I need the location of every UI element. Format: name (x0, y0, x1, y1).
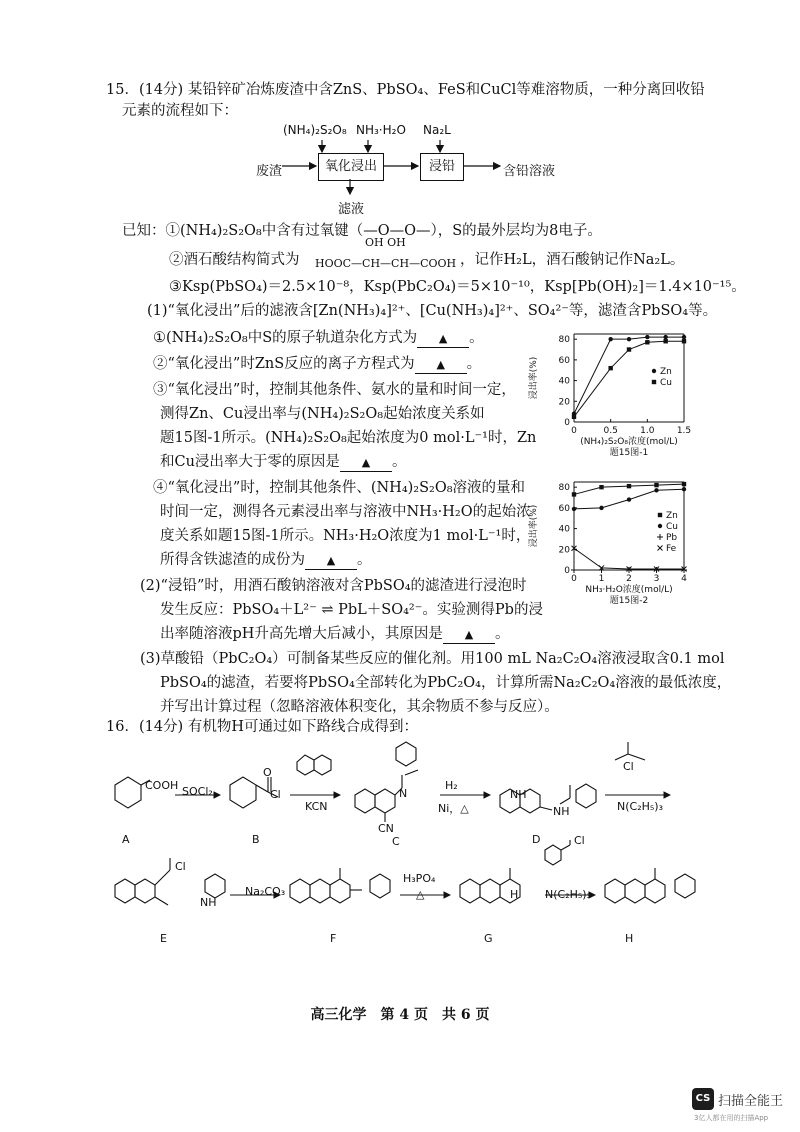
known-2-chain: HOOC—CH—CH—COOH (315, 257, 457, 270)
label-c: C (392, 835, 400, 848)
y-axis-label: 浸出率(%) (529, 504, 539, 548)
series-Pb (571, 567, 687, 573)
part3-line2: PbSO₄的滤渣，若要将PbSO₄全部转化为PbC₂O₄，计算所需Na₂C₂O₄溶液的最低浓度， (160, 675, 732, 691)
y-tick-label: 60 (558, 503, 570, 514)
point-Zn (627, 484, 631, 488)
x-tick-label: 0.5 (603, 426, 618, 436)
legend-marker-Zn (652, 369, 656, 373)
known-1: 已知：①(NH₄)₂S₂O₈中含有过氧键（—O—O—），S的最外层均为8电子。 (122, 223, 602, 239)
watermark-title: 扫描全能王 (718, 1094, 784, 1109)
answer-blank-5: ▲ (443, 627, 495, 644)
y-tick-label: 20 (558, 397, 570, 408)
reagent-na2co3: Na₂CO₃ (245, 885, 286, 898)
known-2-pre: ②酒石酸结构简式为 (169, 252, 300, 268)
label-g: G (484, 932, 493, 945)
point-Pb (626, 567, 632, 573)
part1-q3-line3: 题15图-1所示。(NH₄)₂S₂O₈起始浓度为0 mol·L⁻¹时，Zn (160, 430, 537, 446)
camscanner-logo-icon: CS (692, 1088, 714, 1110)
point-Zn (682, 335, 686, 339)
x-tick-label: 1.5 (676, 426, 692, 436)
y-tick-label: 20 (558, 545, 570, 556)
flow-output-lead-solution: 含铅溶液 (503, 164, 556, 179)
struct-e-cl: Cl (175, 860, 186, 873)
struct-d-nh: NH (510, 788, 527, 801)
point-Cu (682, 487, 686, 491)
point-Cu (599, 506, 603, 510)
y-tick-label: 80 (558, 335, 570, 346)
known-3: ③Ksp(PbSO₄)＝2.5×10⁻⁸，Ksp(PbC₂O₄)＝5×10⁻¹⁰，Ksp[Pb(OH)₂]＝1.4×10⁻¹⁵。 (169, 279, 746, 295)
legend-label-Zn: Zn (660, 367, 672, 377)
series-Zn (572, 482, 686, 497)
label-e: E (160, 932, 167, 945)
point-Zn (645, 335, 649, 339)
label-f: F (330, 932, 337, 945)
label-h: H (625, 932, 634, 945)
reagent-net3-2: N(C₂H₅)₃ (545, 888, 591, 901)
flow-reagent-persulfate: (NH₄)₂S₂O₈ (283, 123, 347, 137)
point-Cu (645, 340, 649, 344)
q15-intro-line2: 元素的流程如下： (122, 103, 238, 119)
legend-label-Fe: Fe (666, 544, 677, 554)
reagent-h3po4: H₃PO₄ (403, 872, 436, 885)
x-tick-label: 1.0 (640, 426, 655, 436)
point-Cu (663, 339, 667, 343)
part1-q3-line1: ③“氧化浸出”时，控制其他条件、氨水的量和时间一定， (153, 382, 516, 398)
chart-fig15-1 (528, 326, 700, 464)
legend-marker-Cu (658, 524, 662, 528)
chart-caption: 题15图-2 (609, 596, 649, 606)
struct-e-nh: NH (200, 896, 217, 909)
x-axis-label: (NH₄)₂S₂O₈浓度(mol/L) (580, 437, 678, 447)
known-2-oh: OH OH (365, 236, 406, 249)
page-footer: 高三化学 第 4 页 共 6 页 (310, 1007, 490, 1023)
label-b: B (252, 833, 260, 846)
answer-blank-2: ▲ (415, 357, 467, 374)
watermark-subtitle: 3亿人都在用的扫描App (694, 1114, 769, 1122)
point-Pb (681, 567, 687, 573)
point-Pb (571, 567, 577, 573)
x-tick-label: 2 (626, 574, 632, 584)
legend-label-Pb: Pb (666, 533, 678, 543)
q16-intro: 16．(14分) 有机物H可通过如下路线合成得到： (106, 719, 418, 735)
point-Cu (572, 507, 576, 511)
known-2-post: ，记作H₂L，酒石酸钠记作Na₂L。 (460, 252, 685, 268)
legend-marker-Cu (652, 380, 656, 384)
struct-c-n: N (399, 787, 408, 800)
struct-b-o: O (263, 766, 272, 779)
part1-q4-line3: 度关系如题15图-1所示。NH₃·H₂O浓度为1 mol·L⁻¹时， (160, 528, 531, 544)
x-tick-label: 4 (681, 574, 687, 584)
part3-line3: 并写出计算过程（忽略溶液体积变化，其余物质不参与反应）。 (160, 699, 559, 715)
part1-q4-line2: 时间一定，测得各元素浸出率与溶液中NH₃·H₂O的起始浓 (160, 504, 531, 520)
reagent-ni: Ni，△ (438, 802, 469, 815)
y-tick-label: 80 (558, 483, 570, 494)
part1-q3-line4: 和Cu浸出率大于零的原因是 ▲ 。 (160, 454, 407, 470)
legend-label-Zn: Zn (666, 511, 678, 521)
flow-reagent-ammonia: NH₃·H₂O (356, 123, 406, 137)
flow-reagent-na2l: Na₂L (423, 123, 451, 137)
point-Cu (627, 347, 631, 351)
part2-line2: 发生反应：PbSO₄＋L²⁻ ⇌ PbL＋SO₄²⁻。实验测得Pb的浸 (160, 602, 543, 618)
x-tick-label: 3 (653, 574, 660, 584)
part1-q4-line4: 所得含铁滤渣的成份为 ▲ 。 (160, 552, 372, 568)
reagent-delta: △ (416, 888, 425, 901)
x-tick-label: 0 (571, 426, 577, 436)
point-Cu (627, 497, 631, 501)
reagent-net3: N(C₂H₅)₃ (617, 800, 663, 813)
y-tick-label: 0 (564, 418, 570, 428)
point-Cu (608, 366, 612, 370)
part3-line1: (3)草酸铅（PbC₂O₄）可制备某些反应的催化剂。用100 mL Na₂C₂O₄溶液浸取含0.1 mol (140, 651, 725, 667)
struct-reagent-cl-2: Cl (574, 834, 585, 847)
y-tick-label: 40 (558, 524, 570, 535)
label-a: A (122, 833, 130, 846)
label-d: D (532, 833, 541, 846)
x-tick-label: 0 (571, 574, 577, 584)
chart-caption: 题15图-1 (609, 448, 649, 458)
point-Pb (654, 567, 660, 573)
reagent-h2: H₂ (445, 779, 458, 792)
point-Zn (654, 483, 658, 487)
struct-b-cl: Cl (270, 788, 281, 801)
point-Zn (682, 482, 686, 486)
flow-input-slag: 废渣 (256, 164, 283, 179)
part2-line3: 出率随溶液pH升高先增大后减小，其原因是 ▲ 。 (160, 626, 510, 642)
point-Zn (663, 335, 667, 339)
flow-step-lead-leach: 浸铅 (420, 153, 464, 181)
struct-c-cn: CN (378, 822, 394, 835)
point-Cu (654, 488, 658, 492)
y-tick-label: 60 (558, 355, 570, 366)
point-Cu (682, 339, 686, 343)
answer-blank-3: ▲ (340, 455, 392, 472)
point-Zn (572, 492, 576, 496)
struct-g-nh: H (510, 888, 519, 901)
part1-q4-line1: ④“氧化浸出”时，控制其他条件、(NH₄)₂S₂O₈溶液的量和 (153, 480, 526, 496)
synthesis-row2 (100, 840, 700, 950)
flow-step-oxidative-leach: 氧化浸出 (318, 153, 384, 181)
chart-fig15-2 (528, 474, 700, 614)
part2-line1: (2)“浸铅”时，用酒石酸钠溶液对含PbSO₄的滤渣进行浸泡时 (140, 578, 527, 594)
point-Zn (627, 337, 631, 341)
part1-intro: (1)“氧化浸出”后的滤液含[Zn(NH₃)₄]²⁺、[Cu(NH₃)₄]²⁺、SO₄²⁻等，滤渣含PbSO₄等。 (147, 303, 718, 319)
q15-intro-line1: 15．(14分) 某铅锌矿冶炼废渣中含ZnS、PbSO₄、FeS和CuCl等难溶物质，一种分离回收铅 (106, 82, 705, 98)
point-Cu (572, 415, 576, 419)
legend-marker-Fe (658, 546, 663, 551)
flow-arrows (250, 130, 570, 210)
answer-blank-1: ▲ (417, 331, 469, 348)
reagent-socl2: SOCl₂ (182, 785, 213, 798)
y-tick-label: 40 (558, 376, 570, 387)
struct-d-nh2: NH (553, 805, 570, 818)
point-Zn (608, 337, 612, 341)
reagent-kcn: KCN (305, 800, 328, 813)
legend-marker-Zn (658, 513, 662, 517)
legend-label-Cu: Cu (660, 378, 672, 388)
x-axis-label: NH₃·H₂O浓度(mol/L) (585, 585, 673, 595)
y-tick-label: 0 (564, 566, 570, 576)
struct-reagent-cl: Cl (623, 760, 634, 773)
legend-marker-Pb (657, 534, 663, 540)
part1-q3-line2: 测得Zn、Cu浸出率与(NH₄)₂S₂O₈起始浓度关系如 (160, 406, 485, 422)
answer-blank-4: ▲ (305, 553, 357, 570)
legend-label-Cu: Cu (666, 522, 678, 532)
y-axis-label: 浸出率(%) (529, 356, 539, 400)
x-tick-label: 1 (598, 574, 605, 584)
part1-q2: ②“氧化浸出”时ZnS反应的离子方程式为 ▲ 。 (153, 356, 482, 372)
struct-a-cooh: COOH (145, 779, 179, 792)
part1-q1: ①(NH₄)₂S₂O₈中S的原子轨道杂化方式为 ▲ 。 (153, 330, 484, 346)
point-Zn (599, 485, 603, 489)
flow-filtrate: 滤液 (338, 202, 365, 217)
